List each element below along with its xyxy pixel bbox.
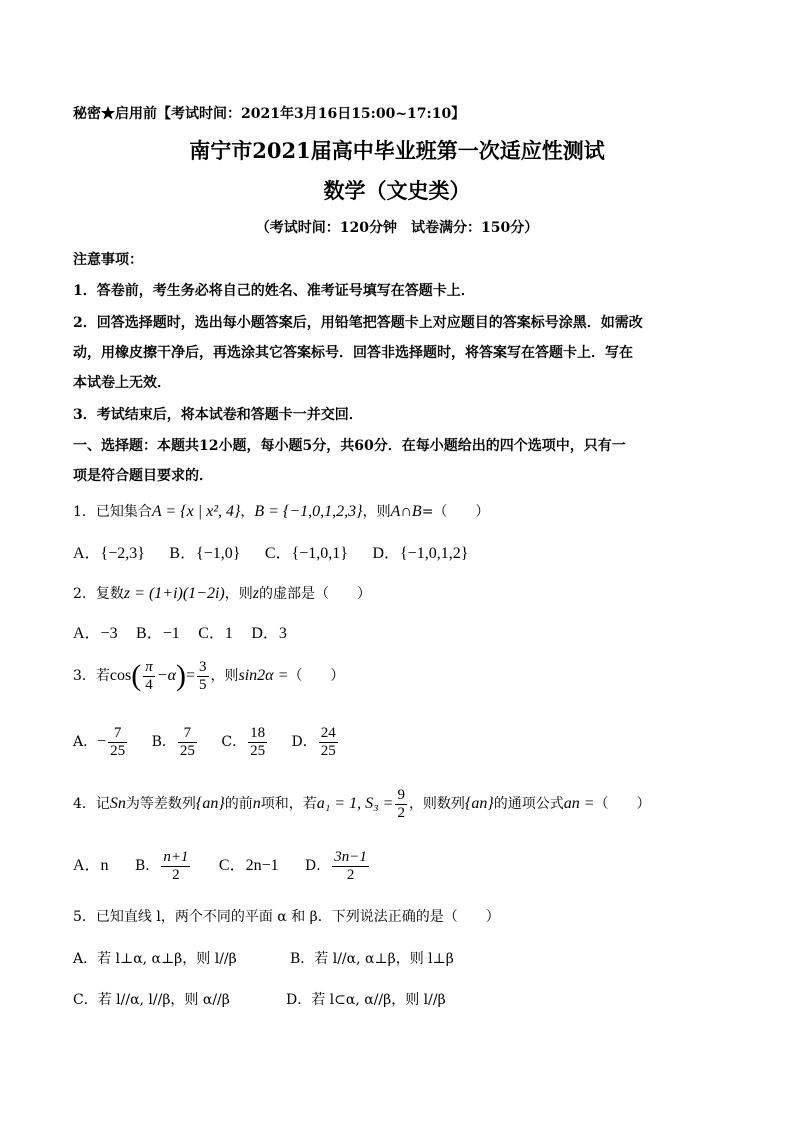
q3-option-d[interactable] [292, 722, 340, 762]
exam-info: （考试时间：120分钟 试卷满分：150分） [255, 220, 539, 236]
question-1 [73, 502, 489, 522]
notes-item-2-line-1: 2．回答选择题时，选出每小题答案后，用铅笔把答题卡上对应题目的答案标号涂黑．如需改 [73, 315, 643, 331]
q3-suffix: （ ） [288, 668, 345, 684]
q4-t3: 项和，若 [260, 796, 317, 812]
q3-eq: = [185, 667, 195, 684]
q4-d-label: D． [305, 858, 331, 874]
q3-prefix: 3．若 [73, 668, 110, 684]
q4-t2: 的前 [224, 796, 253, 812]
q1-prefix: 1．已知集合 [73, 504, 152, 520]
q4-b-label: B． [135, 858, 160, 874]
q2-option-a[interactable]: A．−3 [73, 625, 118, 642]
q4-t4: ，则数列 [408, 796, 465, 812]
q1-suffix: =（ ） [421, 504, 490, 520]
q3-option-a[interactable] [73, 722, 129, 762]
q3-c-den: 25 [250, 742, 266, 759]
q4-option-a[interactable]: A．n [73, 857, 109, 874]
q4-suffix: （ ） [594, 796, 651, 812]
q2-option-c[interactable]: C．1 [198, 625, 233, 642]
q4-nine-halves [395, 787, 407, 822]
q3-sin: sin2α = [238, 667, 289, 684]
q1-option-a[interactable]: A．{−2,3} [73, 545, 145, 562]
notes-item-2-line-3: 本试卷上无效． [73, 375, 171, 391]
q3-b-den: 25 [179, 742, 195, 759]
q3-c-label: C． [221, 734, 247, 750]
exam-title: 南宁市2021届高中毕业班第一次适应性测试 [189, 138, 605, 163]
q3-b-frac [178, 725, 197, 760]
q3-cos: cos [109, 667, 132, 684]
q1-comma: ， [240, 504, 255, 520]
q2-prefix: 2．复数 [73, 586, 124, 602]
q3-d-label: D． [291, 734, 317, 750]
q3-a-label: A． [73, 734, 98, 750]
q3-mid: ，则 [210, 668, 239, 684]
q3-c-num: 18 [250, 724, 266, 741]
q3-pi: π [145, 658, 153, 675]
q1-option-d[interactable]: D．{−1,0,1,2} [372, 545, 469, 562]
q3-a-frac [108, 725, 127, 760]
q4-b-num: n+1 [163, 848, 189, 865]
question-1-options [73, 544, 494, 564]
q4-b-frac [161, 849, 190, 884]
q3-b-label: B． [151, 734, 176, 750]
q2-option-b[interactable]: B．−1 [136, 625, 180, 642]
question-2 [73, 584, 371, 604]
q3-d-frac [319, 725, 338, 760]
question-4 [73, 784, 651, 824]
q4-an3: an = [563, 795, 595, 812]
notes-item-3: 3．考试结束后，将本试卷和答题卡一并交回． [73, 407, 363, 423]
q3-a-num: 7 [108, 725, 127, 743]
q3-d-den: 25 [320, 742, 336, 759]
q3-c-frac [248, 725, 267, 760]
q3-three-fifths [197, 659, 209, 694]
q3-right-paren: ) [175, 659, 186, 692]
q1-option-b[interactable]: B．{−1,0} [169, 545, 241, 562]
q4-option-d[interactable] [305, 846, 371, 886]
q2-mid: ，则 [224, 586, 253, 602]
q4-two: 2 [397, 804, 405, 821]
secret-line: 秘密★启用前【考试时间：2021年3月16日15:00~17:10】 [73, 106, 466, 122]
q3-d-num: 24 [320, 724, 336, 741]
q2-var: z [252, 585, 259, 602]
q5-option-a[interactable]: A．若 l⊥α, α⊥β，则 l//β [73, 951, 237, 967]
q3-three: 3 [199, 658, 207, 675]
q1-set-a: A = {x | x², 4} [151, 503, 241, 520]
q1-option-c[interactable]: C．{−1,0,1} [264, 545, 348, 562]
q1-mid: ，则 [362, 504, 391, 520]
q2-expr: z = (1+i)(1−2i) [123, 585, 225, 602]
q5-option-c[interactable]: C．若 l//α, l//β，则 α//β [73, 992, 230, 1008]
q3-option-b[interactable] [152, 722, 199, 762]
q4-sn: Sn [109, 795, 126, 812]
q3-option-c[interactable] [221, 722, 269, 762]
q4-an2: {an} [464, 795, 494, 812]
question-5: 5．已知直线 l，两个不同的平面 α 和 β．下列说法正确的是（ ） [73, 909, 500, 925]
q4-cond: a₁ = 1, S₃ = [316, 795, 394, 812]
q5-option-b[interactable]: B．若 l//α, α⊥β，则 l⊥β [290, 951, 454, 967]
q1-expr: A∩B [390, 503, 422, 520]
q4-an: {an} [195, 795, 225, 812]
q4-d-frac [332, 849, 369, 884]
section-1-heading-line-2: 项是符合题目要求的． [73, 468, 213, 484]
q4-t1: 为等差数列 [125, 796, 196, 812]
q3-pi-over-4 [143, 659, 155, 694]
notes-item-2-line-2: 动，用橡皮擦干净后，再选涂其它答案标号．回答非选择题时，将答案写在答题卡上．写在 [73, 345, 633, 361]
q3-five: 5 [199, 676, 207, 693]
q3-minus-alpha: −α [156, 667, 176, 684]
q3-a-sign: − [97, 733, 107, 750]
question-3 [73, 658, 344, 694]
q4-nine: 9 [397, 786, 405, 803]
exam-subtitle: 数学（文史类） [323, 178, 471, 203]
q3-a-den: 25 [110, 742, 126, 759]
q2-suffix: 的虚部是（ ） [258, 586, 371, 602]
question-3-options [73, 722, 366, 762]
q4-d-den: 2 [346, 866, 355, 883]
q4-d-num: 3n−1 [334, 848, 367, 865]
q3-b-num: 7 [178, 725, 197, 743]
q4-b-den: 2 [172, 866, 180, 883]
q5-option-d[interactable]: D．若 l⊂α, α//β，则 l//β [286, 992, 446, 1008]
q1-set-b: B = {−1,0,1,2,3} [254, 503, 363, 520]
q4-option-c[interactable]: C．2n−1 [218, 857, 279, 874]
q4-prefix: 4．记 [73, 796, 110, 812]
section-1-heading-line-1: 一、选择题：本题共12小题，每小题5分，共60分．在每小题给出的四个选项中，只有一 [73, 438, 626, 454]
q4-option-b[interactable] [135, 846, 192, 886]
question-4-options [73, 846, 397, 886]
notes-item-1: 1．答卷前，考生务必将自己的姓名、准考证号填写在答题卡上． [73, 283, 475, 299]
q2-option-d[interactable]: D．3 [251, 625, 287, 642]
notes-heading: 注意事项： [73, 252, 143, 268]
q4-t5: 的通项公式 [493, 796, 564, 812]
q4-n: n [252, 795, 261, 812]
question-2-options [73, 624, 313, 644]
q3-four: 4 [145, 676, 153, 693]
q3-left-paren: ( [131, 659, 142, 692]
